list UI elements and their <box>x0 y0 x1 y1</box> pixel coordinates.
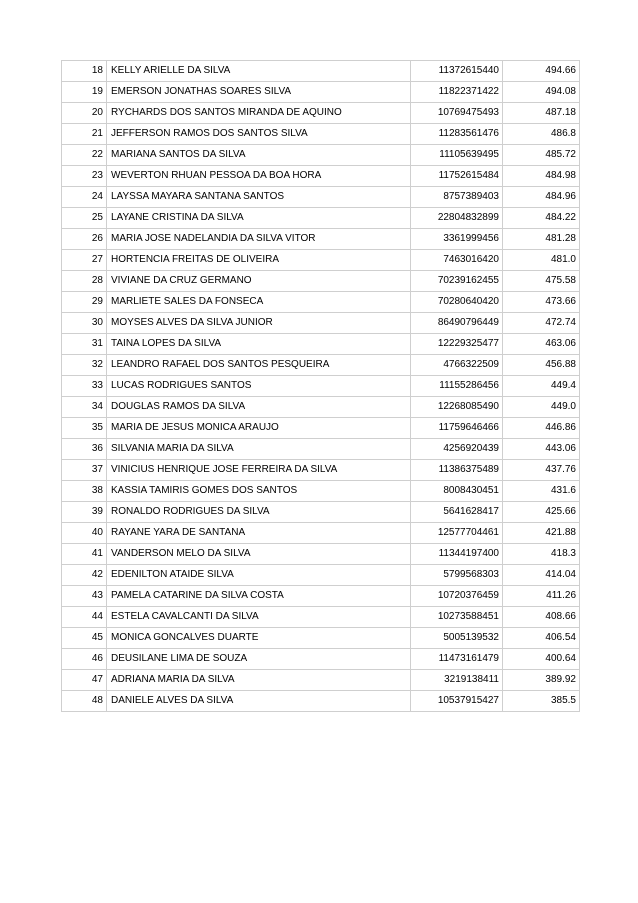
table-row <box>62 586 580 607</box>
candidate-score: 486.8 <box>503 124 580 145</box>
candidate-score: 385.5 <box>503 691 580 712</box>
candidate-id: 8008430451 <box>411 481 503 502</box>
table-row <box>62 145 580 166</box>
candidate-name: ADRIANA MARIA DA SILVA <box>107 670 411 691</box>
table-row <box>62 397 580 418</box>
table-row <box>62 166 580 187</box>
table-row <box>62 649 580 670</box>
table-row <box>62 544 580 565</box>
row-number: 23 <box>62 166 107 187</box>
candidate-name: WEVERTON RHUAN PESSOA DA BOA HORA <box>107 166 411 187</box>
candidate-id: 86490796449 <box>411 313 503 334</box>
candidate-name: EDENILTON ATAIDE SILVA <box>107 565 411 586</box>
candidate-id: 8757389403 <box>411 187 503 208</box>
row-number: 31 <box>62 334 107 355</box>
candidate-score: 400.64 <box>503 649 580 670</box>
row-number: 32 <box>62 355 107 376</box>
candidate-name: RAYANE YARA DE SANTANA <box>107 523 411 544</box>
candidate-id: 12268085490 <box>411 397 503 418</box>
row-number: 42 <box>62 565 107 586</box>
candidate-name: KASSIA TAMIRIS GOMES DOS SANTOS <box>107 481 411 502</box>
candidate-id: 10769475493 <box>411 103 503 124</box>
table-row <box>62 460 580 481</box>
candidate-name: TAINA LOPES DA SILVA <box>107 334 411 355</box>
results-table <box>61 60 580 712</box>
row-number: 24 <box>62 187 107 208</box>
candidate-id: 5799568303 <box>411 565 503 586</box>
candidate-id: 11372615440 <box>411 61 503 82</box>
candidate-name: LEANDRO RAFAEL DOS SANTOS PESQUEIRA <box>107 355 411 376</box>
row-number: 28 <box>62 271 107 292</box>
candidate-id: 11283561476 <box>411 124 503 145</box>
candidate-score: 425.66 <box>503 502 580 523</box>
candidate-score: 446.86 <box>503 418 580 439</box>
candidate-id: 11386375489 <box>411 460 503 481</box>
results-table-body <box>62 61 580 712</box>
table-row <box>62 481 580 502</box>
table-row <box>62 628 580 649</box>
candidate-id: 11155286456 <box>411 376 503 397</box>
table-row <box>62 250 580 271</box>
candidate-name: LUCAS RODRIGUES SANTOS <box>107 376 411 397</box>
candidate-score: 481.28 <box>503 229 580 250</box>
candidate-score: 443.06 <box>503 439 580 460</box>
table-row <box>62 124 580 145</box>
row-number: 27 <box>62 250 107 271</box>
candidate-name: ESTELA CAVALCANTI DA SILVA <box>107 607 411 628</box>
table-row <box>62 292 580 313</box>
row-number: 30 <box>62 313 107 334</box>
candidate-name: VANDERSON MELO DA SILVA <box>107 544 411 565</box>
candidate-score: 494.66 <box>503 61 580 82</box>
candidate-score: 411.26 <box>503 586 580 607</box>
candidate-id: 7463016420 <box>411 250 503 271</box>
candidate-name: MARIANA SANTOS DA SILVA <box>107 145 411 166</box>
candidate-name: DOUGLAS RAMOS DA SILVA <box>107 397 411 418</box>
row-number: 41 <box>62 544 107 565</box>
candidate-id: 12229325477 <box>411 334 503 355</box>
candidate-score: 456.88 <box>503 355 580 376</box>
candidate-id: 22804832899 <box>411 208 503 229</box>
candidate-score: 485.72 <box>503 145 580 166</box>
row-number: 45 <box>62 628 107 649</box>
candidate-name: VINICIUS HENRIQUE JOSE FERREIRA DA SILVA <box>107 460 411 481</box>
candidate-score: 484.98 <box>503 166 580 187</box>
row-number: 35 <box>62 418 107 439</box>
row-number: 39 <box>62 502 107 523</box>
table-row <box>62 523 580 544</box>
candidate-id: 3219138411 <box>411 670 503 691</box>
candidate-id: 4766322509 <box>411 355 503 376</box>
table-row <box>62 418 580 439</box>
row-number: 48 <box>62 691 107 712</box>
table-row <box>62 502 580 523</box>
candidate-id: 11752615484 <box>411 166 503 187</box>
row-number: 34 <box>62 397 107 418</box>
candidate-id: 11344197400 <box>411 544 503 565</box>
candidate-name: DEUSILANE LIMA DE SOUZA <box>107 649 411 670</box>
candidate-score: 473.66 <box>503 292 580 313</box>
candidate-score: 463.06 <box>503 334 580 355</box>
candidate-score: 406.54 <box>503 628 580 649</box>
row-number: 43 <box>62 586 107 607</box>
candidate-id: 4256920439 <box>411 439 503 460</box>
candidate-name: MOYSES ALVES DA SILVA JUNIOR <box>107 313 411 334</box>
candidate-id: 3361999456 <box>411 229 503 250</box>
candidate-name: RYCHARDS DOS SANTOS MIRANDA DE AQUINO <box>107 103 411 124</box>
row-number: 44 <box>62 607 107 628</box>
table-row <box>62 670 580 691</box>
row-number: 47 <box>62 670 107 691</box>
table-row <box>62 229 580 250</box>
candidate-id: 70280640420 <box>411 292 503 313</box>
row-number: 19 <box>62 82 107 103</box>
row-number: 40 <box>62 523 107 544</box>
candidate-name: MARIA DE JESUS MONICA ARAUJO <box>107 418 411 439</box>
table-row <box>62 82 580 103</box>
table-row <box>62 187 580 208</box>
table-row <box>62 439 580 460</box>
candidate-score: 437.76 <box>503 460 580 481</box>
table-row <box>62 208 580 229</box>
row-number: 25 <box>62 208 107 229</box>
table-row <box>62 607 580 628</box>
table-row <box>62 565 580 586</box>
table-row <box>62 691 580 712</box>
table-row <box>62 334 580 355</box>
row-number: 37 <box>62 460 107 481</box>
candidate-id: 11759646466 <box>411 418 503 439</box>
candidate-score: 487.18 <box>503 103 580 124</box>
row-number: 21 <box>62 124 107 145</box>
candidate-id: 11105639495 <box>411 145 503 166</box>
candidate-name: DANIELE ALVES DA SILVA <box>107 691 411 712</box>
candidate-name: PAMELA CATARINE DA SILVA COSTA <box>107 586 411 607</box>
candidate-id: 10273588451 <box>411 607 503 628</box>
row-number: 20 <box>62 103 107 124</box>
row-number: 29 <box>62 292 107 313</box>
candidate-name: LAYANE CRISTINA DA SILVA <box>107 208 411 229</box>
candidate-score: 484.96 <box>503 187 580 208</box>
candidate-name: JEFFERSON RAMOS DOS SANTOS SILVA <box>107 124 411 145</box>
candidate-name: MONICA GONCALVES DUARTE <box>107 628 411 649</box>
candidate-id: 11473161479 <box>411 649 503 670</box>
candidate-score: 418.3 <box>503 544 580 565</box>
candidate-id: 11822371422 <box>411 82 503 103</box>
row-number: 26 <box>62 229 107 250</box>
results-sheet <box>61 60 579 712</box>
candidate-id: 10720376459 <box>411 586 503 607</box>
row-number: 22 <box>62 145 107 166</box>
candidate-score: 475.58 <box>503 271 580 292</box>
candidate-name: LAYSSA MAYARA SANTANA SANTOS <box>107 187 411 208</box>
candidate-score: 449.0 <box>503 397 580 418</box>
candidate-score: 481.0 <box>503 250 580 271</box>
table-row <box>62 376 580 397</box>
table-row <box>62 103 580 124</box>
candidate-score: 431.6 <box>503 481 580 502</box>
candidate-score: 421.88 <box>503 523 580 544</box>
table-row <box>62 61 580 82</box>
candidate-id: 70239162455 <box>411 271 503 292</box>
candidate-id: 5005139532 <box>411 628 503 649</box>
candidate-name: HORTENCIA FREITAS DE OLIVEIRA <box>107 250 411 271</box>
candidate-name: MARIA JOSE NADELANDIA DA SILVA VITOR <box>107 229 411 250</box>
candidate-name: MARLIETE SALES DA FONSECA <box>107 292 411 313</box>
candidate-score: 449.4 <box>503 376 580 397</box>
candidate-name: VIVIANE DA CRUZ GERMANO <box>107 271 411 292</box>
table-row <box>62 355 580 376</box>
candidate-id: 10537915427 <box>411 691 503 712</box>
candidate-name: SILVANIA MARIA DA SILVA <box>107 439 411 460</box>
row-number: 33 <box>62 376 107 397</box>
candidate-name: KELLY ARIELLE DA SILVA <box>107 61 411 82</box>
candidate-score: 408.66 <box>503 607 580 628</box>
table-row <box>62 313 580 334</box>
candidate-score: 414.04 <box>503 565 580 586</box>
candidate-score: 484.22 <box>503 208 580 229</box>
candidate-id: 5641628417 <box>411 502 503 523</box>
row-number: 36 <box>62 439 107 460</box>
candidate-score: 472.74 <box>503 313 580 334</box>
row-number: 18 <box>62 61 107 82</box>
row-number: 46 <box>62 649 107 670</box>
candidate-score: 389.92 <box>503 670 580 691</box>
candidate-id: 12577704461 <box>411 523 503 544</box>
candidate-name: EMERSON JONATHAS SOARES SILVA <box>107 82 411 103</box>
candidate-name: RONALDO RODRIGUES DA SILVA <box>107 502 411 523</box>
row-number: 38 <box>62 481 107 502</box>
candidate-score: 494.08 <box>503 82 580 103</box>
table-row <box>62 271 580 292</box>
